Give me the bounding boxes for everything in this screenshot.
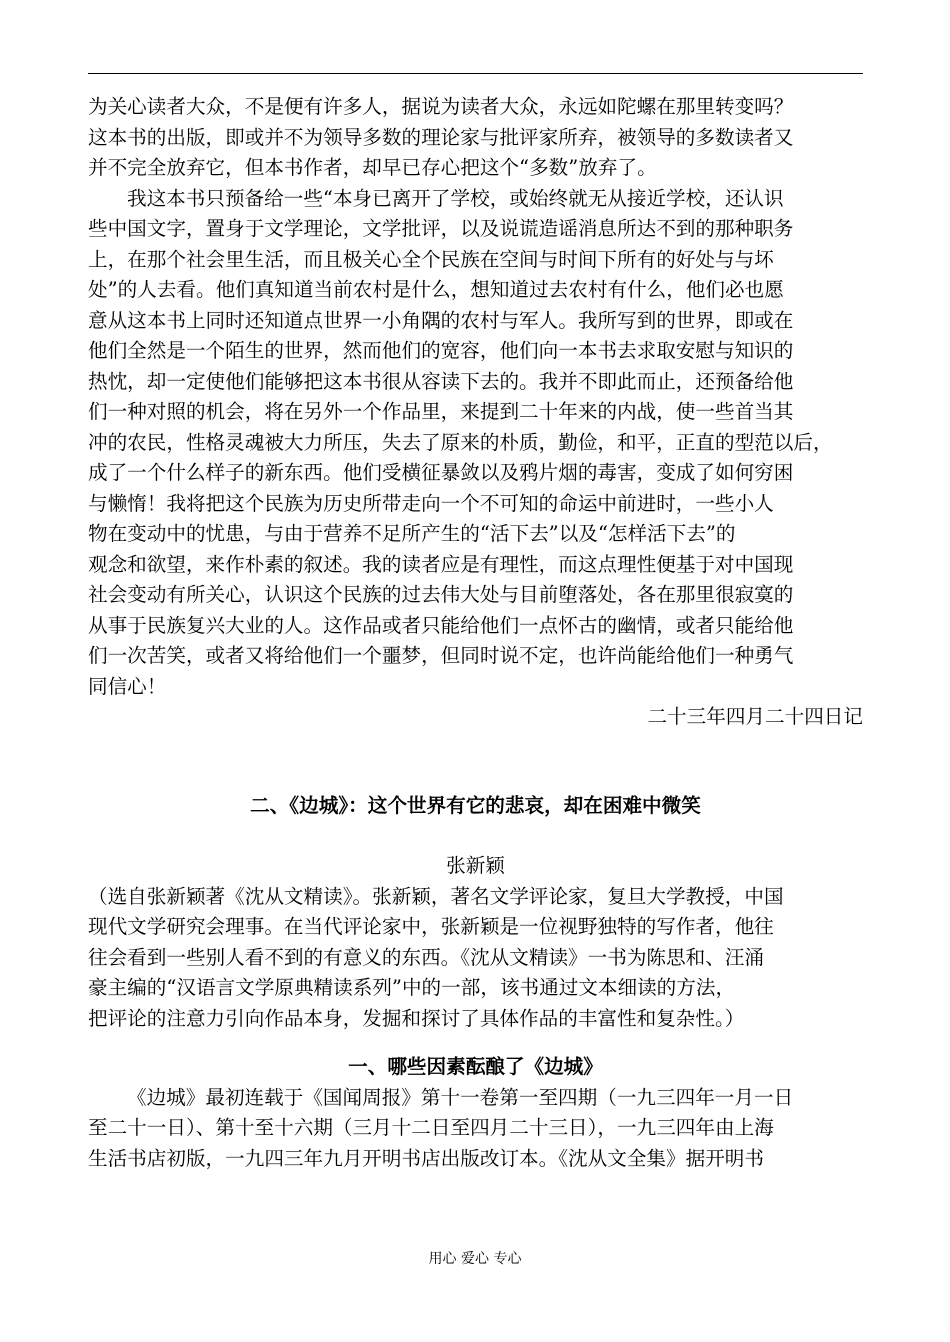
text-line: 同信心！ bbox=[88, 674, 167, 698]
text-line: 为关心读者大众，不是便有许多人，据说为读者大众，永远如陀螺在那里转变吗？ bbox=[88, 95, 794, 118]
text-line: 们一种对照的机会，将在另外一个作品里，来提到二十年来的内战，使一些首当其 bbox=[88, 400, 794, 423]
text-line: 热忱，却一定使他们能够把这本书很从容读下去的。我并不即此而止，还预备给他 bbox=[88, 369, 794, 393]
text-line: 处”的人去看。他们真知道当前农村是什么，想知道过去农村有什么，他们必也愿 bbox=[88, 278, 784, 301]
text-line: 上，在那个社会里生活，而且极关心全个民族在空间与时间下所有的好处与与坏 bbox=[88, 247, 774, 271]
text-line: 生活书店初版，一九四三年九月开明书店出版改订本。《沈从文全集》据开明书 bbox=[88, 1146, 764, 1170]
text-line: （选自张新颖著《沈从文精读》。张新颖，著名文学评论家，复旦大学教授，中国 bbox=[88, 884, 784, 908]
text-line: 把评论的注意力引向作品本身，发掘和探讨了具体作品的丰富性和复杂性。） bbox=[88, 1006, 745, 1030]
text-line: 他们全然是一个陌生的世界，然而他们的宽容，他们向一本书去求取安慰与知识的 bbox=[88, 339, 794, 362]
header-rule bbox=[88, 73, 863, 74]
paragraph-2 bbox=[88, 184, 863, 703]
text-line: 冲的农民，性格灵魂被大力所压，失去了原来的朴质，勤俭，和平，正直的型范以后， bbox=[88, 430, 833, 454]
date-note: 二十三年四月二十四日记 bbox=[647, 705, 863, 728]
text-line: 往会看到一些别人看不到的有意义的东西。《沈从文精读》一书为陈思和、汪涌 bbox=[88, 945, 764, 969]
section-title: 二、《边城》：这个世界有它的悲哀，却在困难中微笑 bbox=[250, 793, 701, 817]
text-line: 《边城》最初连载于《国闻周报》第十一卷第一至四期（一九三四年一月一日 bbox=[127, 1085, 794, 1109]
document-body bbox=[88, 92, 863, 1174]
spacer bbox=[88, 1034, 863, 1052]
text-line: 观念和欲望，来作朴素的叙述。我的读者应是有理性，而这点理性便基于对中国现 bbox=[88, 552, 794, 576]
intro-note bbox=[88, 882, 863, 1035]
text-line: 从事于民族复兴大业的人。这作品或者只能给他们一点怀古的幽情，或者只能给他 bbox=[88, 613, 794, 637]
text-line: 我这本书只预备给一些“本身已离开了学校，或始终就无从接近学校，还认识 bbox=[127, 186, 784, 210]
page-footer: 用心 爱心 专心 bbox=[428, 1251, 522, 1267]
spacer bbox=[88, 821, 863, 851]
text-line: 并不完全放弃它，但本书作者，却早已存心把这个“多数”放弃了。 bbox=[88, 156, 657, 179]
text-line: 与懒惰！我将把这个民族为历史所带走向一个不可知的命运中前进时，一些小人 bbox=[88, 491, 774, 515]
subsection-title: 一、哪些因素酝酿了《边城》 bbox=[348, 1055, 603, 1078]
paragraph-1 bbox=[88, 92, 863, 184]
text-line: 们一次苦笑，或者又将给他们一个噩梦，但同时说不定，也许尚能给他们一种勇气 bbox=[88, 644, 794, 667]
text-line: 豪主编的“汉语言文学原典精读系列”中的一部，该书通过文本细读的方法， bbox=[88, 976, 736, 999]
text-line: 这本书的出版，即或并不为领导多数的理论家与批评家所弃，被领导的多数读者又 bbox=[88, 125, 794, 149]
text-line: 意从这本书上同时还知道点世界一小角隅的农村与军人。我所写到的世界，即或在 bbox=[88, 308, 794, 332]
text-line: 现代文学研究会理事。在当代评论家中，张新颖是一位视野独特的写作者，他往 bbox=[88, 915, 774, 938]
text-line: 至二十一日）、第十至十六期（三月十二日至四月二十三日），一九三四年由上海 bbox=[88, 1116, 774, 1139]
text-line: 成了一个什么样子的新东西。他们受横征暴敛以及鸦片烟的毒害，变成了如何穷困 bbox=[88, 461, 794, 484]
text-line: 些中国文字，置身于文学理论，文学批评，以及说谎造谣消息所达不到的那种职务 bbox=[88, 217, 794, 240]
text-line: 社会变动有所关心，认识这个民族的过去伟大处与目前堕落处，各在那里很寂寞的 bbox=[88, 583, 794, 606]
author-name: 张新颖 bbox=[446, 854, 505, 877]
paragraph-3 bbox=[88, 1083, 863, 1175]
text-line: 物在变动中的忧患，与由于营养不足所产生的“活下去”以及“怎样活下去”的 bbox=[88, 522, 736, 545]
spacer bbox=[88, 733, 863, 791]
